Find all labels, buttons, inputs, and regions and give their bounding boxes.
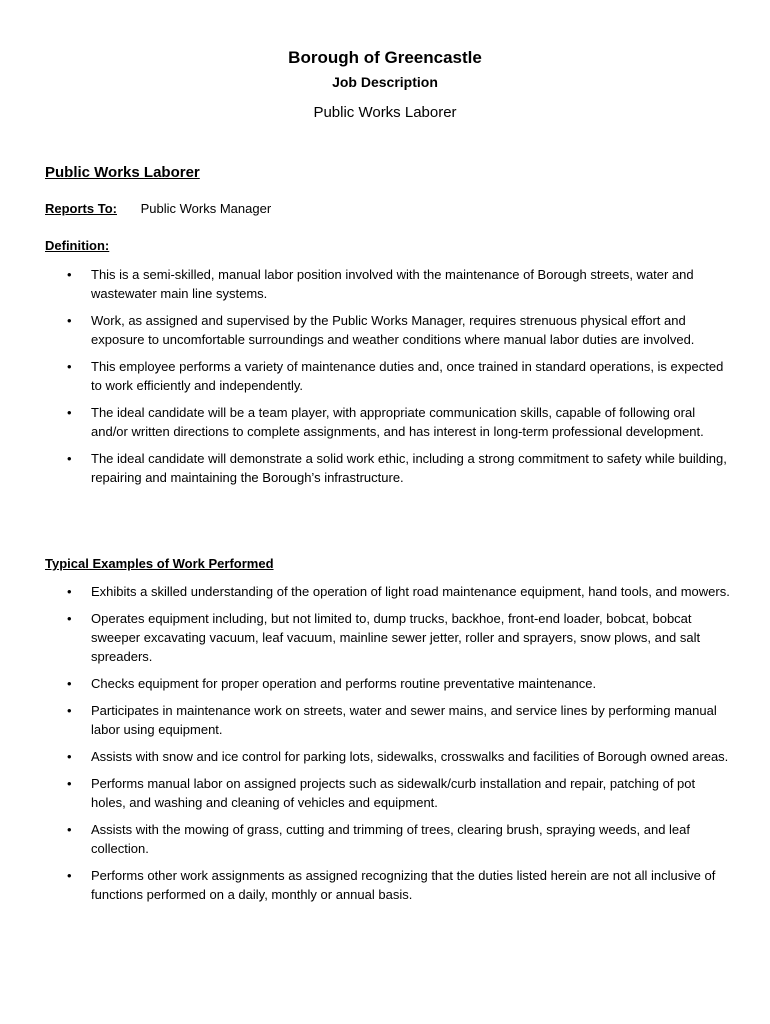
list-item: • This is a semi-skilled, manual labor position involved with the maintenance of Borough streets, water and wastewater main line systems. bbox=[67, 267, 694, 301]
bullet-icon: • bbox=[67, 822, 72, 837]
bullet-icon: • bbox=[67, 749, 72, 764]
reports-to-value: Public Works Manager bbox=[140, 201, 272, 216]
bullet-icon: • bbox=[67, 776, 72, 791]
bullet-icon: • bbox=[67, 584, 72, 599]
list-item: • Participates in maintenance work on streets, water and sewer mains, and service lines by performing manual labor using equipment. bbox=[67, 703, 717, 737]
list-item: • The ideal candidate will demonstrate a solid work ethic, including a strong commitment to safety while building, repairing and maintaining the Borough’s infrastructure. bbox=[67, 451, 727, 485]
list-item: • Exhibits a skilled understanding of the operation of light road maintenance equipment, hand tools, and mowers. bbox=[67, 584, 730, 599]
bullet-icon: • bbox=[67, 313, 72, 328]
list-item: • Assists with snow and ice control for parking lots, sidewalks, crosswalks and facilities of Borough owned areas. bbox=[67, 749, 729, 764]
definition-list bbox=[45, 265, 730, 495]
section-title: Public Works Laborer bbox=[45, 164, 200, 181]
bullet-icon: • bbox=[67, 451, 72, 466]
list-item: • Operates equipment including, but not limited to, dump trucks, backhoe, front-end loader, bobcat, bobcat sweeper excavating vacuum, leaf vacuum, mainline sewer jetter, roller and sprayers, snow plows, and salt spreaders. bbox=[67, 611, 701, 664]
definition-heading: Definition: bbox=[45, 238, 110, 253]
examples-heading: Typical Examples of Work Performed bbox=[45, 556, 274, 571]
bullet-icon: • bbox=[67, 359, 72, 374]
bullet-icon: • bbox=[67, 267, 72, 282]
list-item: • Work, as assigned and supervised by the Public Works Manager, requires strenuous physical effort and exposure to uncomfortable surroundings and weather conditions where manual labor duties are involved. bbox=[67, 313, 695, 347]
reports-to-line bbox=[45, 201, 271, 216]
organization-title: Borough of Greencastle bbox=[288, 48, 482, 67]
bullet-icon: • bbox=[67, 868, 72, 883]
list-item: • This employee performs a variety of maintenance duties and, once trained in standard operations, is expected to work efficiently and independently. bbox=[67, 359, 724, 393]
document-type: Job Description bbox=[332, 74, 438, 90]
bullet-icon: • bbox=[67, 405, 72, 420]
bullet-icon: • bbox=[67, 703, 72, 718]
examples-list bbox=[45, 582, 730, 912]
bullet-icon: • bbox=[67, 676, 72, 691]
list-item: • The ideal candidate will be a team player, with appropriate communication skills, capable of following oral and/or written directions to complete assignments, and has interest in long-term professional development. bbox=[67, 405, 704, 439]
list-item: • Assists with the mowing of grass, cutting and trimming of trees, clearing brush, spraying weeds, and leaf collection. bbox=[67, 822, 691, 856]
position-title: Public Works Laborer bbox=[313, 104, 457, 121]
list-item: • Performs manual labor on assigned projects such as sidewalk/curb installation and repair, patching of pot holes, and washing and cleaning of vehicles and equipment. bbox=[67, 776, 696, 810]
bullet-icon: • bbox=[67, 611, 72, 626]
list-item: • Checks equipment for proper operation and performs routine preventative maintenance. bbox=[67, 676, 597, 691]
reports-to-label: Reports To: bbox=[45, 201, 117, 216]
list-item: • Performs other work assignments as assigned recognizing that the duties listed herein are not all inclusive of functions performed on a daily, monthly or annual basis. bbox=[67, 868, 716, 902]
